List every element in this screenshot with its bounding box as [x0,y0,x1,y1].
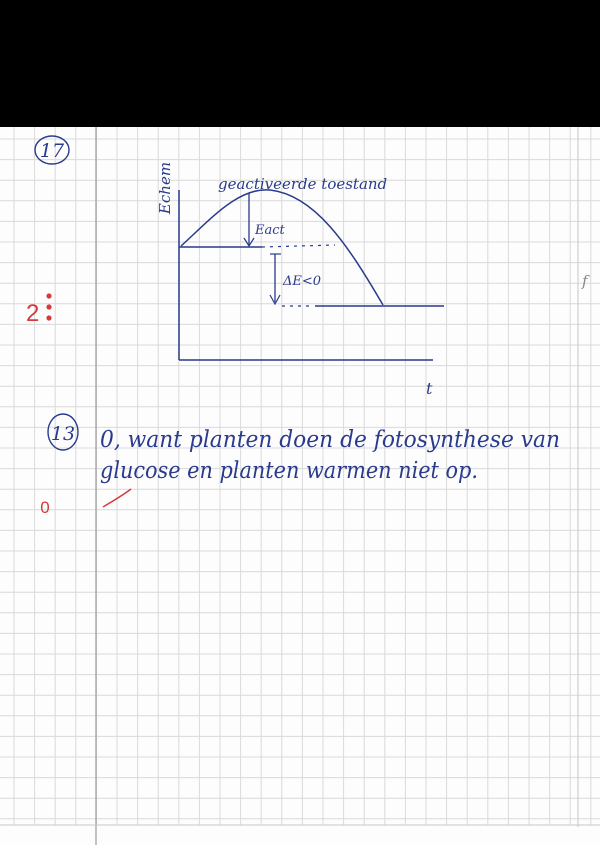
question-13-number [48,414,78,450]
x-axis-label: t [426,379,433,398]
score-dot [46,315,51,320]
y-axis-label: Echem [156,161,174,215]
score-dot [46,293,51,298]
question-13-label: 13 [50,423,76,445]
score-dot [46,304,51,309]
question-13-answer-line-1: 0, want planten doen de fotosynthese van [100,427,560,453]
peak-label: geactiveerde toestand [218,175,388,193]
reactant-level-dashed [262,245,335,247]
question-17-score-value: 2 [26,300,40,327]
question-13-score-value: 0 [40,498,50,517]
question-17-score [26,293,52,327]
energy-diagram [156,162,444,398]
margin-mark: f [582,272,588,290]
question-17-number [35,136,69,164]
question-13-answer-line-2: glucose en planten warmen niet op. [100,458,478,484]
delta-label: ΔE<0 [283,274,322,289]
red-tick-mark [103,489,131,507]
activation-label: Eact [255,223,285,238]
question-17-label: 17 [39,140,65,162]
